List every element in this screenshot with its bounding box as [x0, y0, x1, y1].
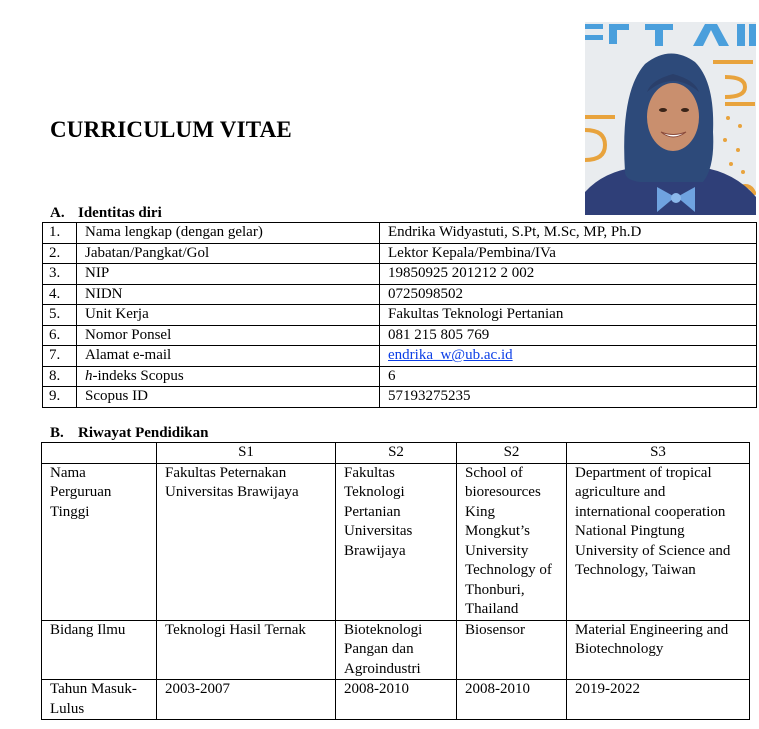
row-value-full-name: Endrika Widyastuti, S.Pt, M.Sc, MP, Ph.D: [380, 223, 757, 244]
table-cell: 2008-2010: [457, 680, 567, 720]
face: [647, 83, 699, 151]
row-value-scopus-id: 57193275235: [380, 387, 757, 408]
row-label: Nama Perguruan Tinggi: [42, 463, 157, 620]
table-cell: Department of tropical agriculture and international cooperation National Pingtung University of Science and Technology, Taiwan: [567, 463, 750, 620]
row-value-nidn: 0725098502: [380, 284, 757, 305]
table-cell: 2008-2010: [336, 680, 457, 720]
row-label-italic: h: [85, 367, 93, 384]
document-title: CURRICULUM VITAE: [50, 117, 292, 142]
row-label: Nomor Ponsel: [77, 325, 380, 346]
section-b-title: Riwayat Pendidikan: [78, 425, 209, 441]
table-row: [42, 620, 750, 680]
table-cell: Bioteknologi Pangan dan Agroindustri: [336, 620, 457, 680]
section-a-letter: A.: [50, 205, 65, 221]
section-b-heading: [50, 424, 208, 442]
column-header-s2: S2: [336, 443, 457, 464]
table-cell: Fakultas Peternakan Universitas Brawijaya: [157, 463, 336, 620]
row-label-text: -indeks Scopus: [92, 367, 184, 384]
row-value-work-unit: Fakultas Teknologi Pertanian: [380, 305, 757, 326]
row-label: [77, 366, 380, 387]
column-header-s2-second: S2: [457, 443, 567, 464]
right-eye: [681, 108, 689, 112]
table-row: [42, 463, 750, 620]
row-value-email-cell: [380, 346, 757, 367]
table-row: [43, 305, 757, 326]
row-number: 5.: [43, 305, 77, 326]
table-cell: 2019-2022: [567, 680, 750, 720]
table-row: [43, 366, 757, 387]
section-a-title: Identitas diri: [78, 205, 162, 221]
row-number: 4.: [43, 284, 77, 305]
email-link[interactable]: endrika_w@ub.ac.id: [388, 347, 513, 363]
education-table: [41, 442, 750, 720]
table-row: [43, 346, 757, 367]
table-row: [43, 284, 757, 305]
table-cell: Biosensor: [457, 620, 567, 680]
column-header-s1: S1: [157, 443, 336, 464]
row-number: 2.: [43, 243, 77, 264]
table-row: [43, 264, 757, 285]
row-number: 7.: [43, 346, 77, 367]
bow-knot: [671, 193, 681, 203]
row-label: NIP: [77, 264, 380, 285]
row-label: Nama lengkap (dengan gelar): [77, 223, 380, 244]
section-a-heading: [50, 204, 162, 222]
row-number: 8.: [43, 366, 77, 387]
row-number: 3.: [43, 264, 77, 285]
table-row: [42, 680, 750, 720]
row-number: 9.: [43, 387, 77, 408]
row-value-position: Lektor Kepala/Pembina/IVa: [380, 243, 757, 264]
identity-table: [42, 222, 757, 408]
row-label: Unit Kerja: [77, 305, 380, 326]
row-label: Tahun Masuk-Lulus: [42, 680, 157, 720]
column-header-s3: S3: [567, 443, 750, 464]
left-eye: [659, 108, 667, 112]
row-value-phone: 081 215 805 769: [380, 325, 757, 346]
row-label: Bidang Ilmu: [42, 620, 157, 680]
table-row: [43, 243, 757, 264]
column-header-blank: [42, 443, 157, 464]
row-label: NIDN: [77, 284, 380, 305]
portrait-image: [585, 22, 756, 215]
table-row: [43, 223, 757, 244]
table-cell: 2003-2007: [157, 680, 336, 720]
table-header-row: [42, 443, 750, 464]
table-row: [43, 387, 757, 408]
table-cell: Material Engineering and Biotechnology: [567, 620, 750, 680]
row-label: Jabatan/Pangkat/Gol: [77, 243, 380, 264]
row-value-h-index: 6: [380, 366, 757, 387]
row-label: Alamat e-mail: [77, 346, 380, 367]
row-number: 1.: [43, 223, 77, 244]
table-cell: Teknologi Hasil Ternak: [157, 620, 336, 680]
table-cell: School of bioresources King Mongkut’s University Technology of Thonburi, Thailand: [457, 463, 567, 620]
table-row: [43, 325, 757, 346]
section-b-letter: B.: [50, 425, 64, 441]
row-number: 6.: [43, 325, 77, 346]
table-cell: Fakultas Teknologi Pertanian Universitas Brawijaya: [336, 463, 457, 620]
row-value-nip: 19850925 201212 2 002: [380, 264, 757, 285]
row-label: Scopus ID: [77, 387, 380, 408]
profile-photo: [585, 22, 756, 215]
